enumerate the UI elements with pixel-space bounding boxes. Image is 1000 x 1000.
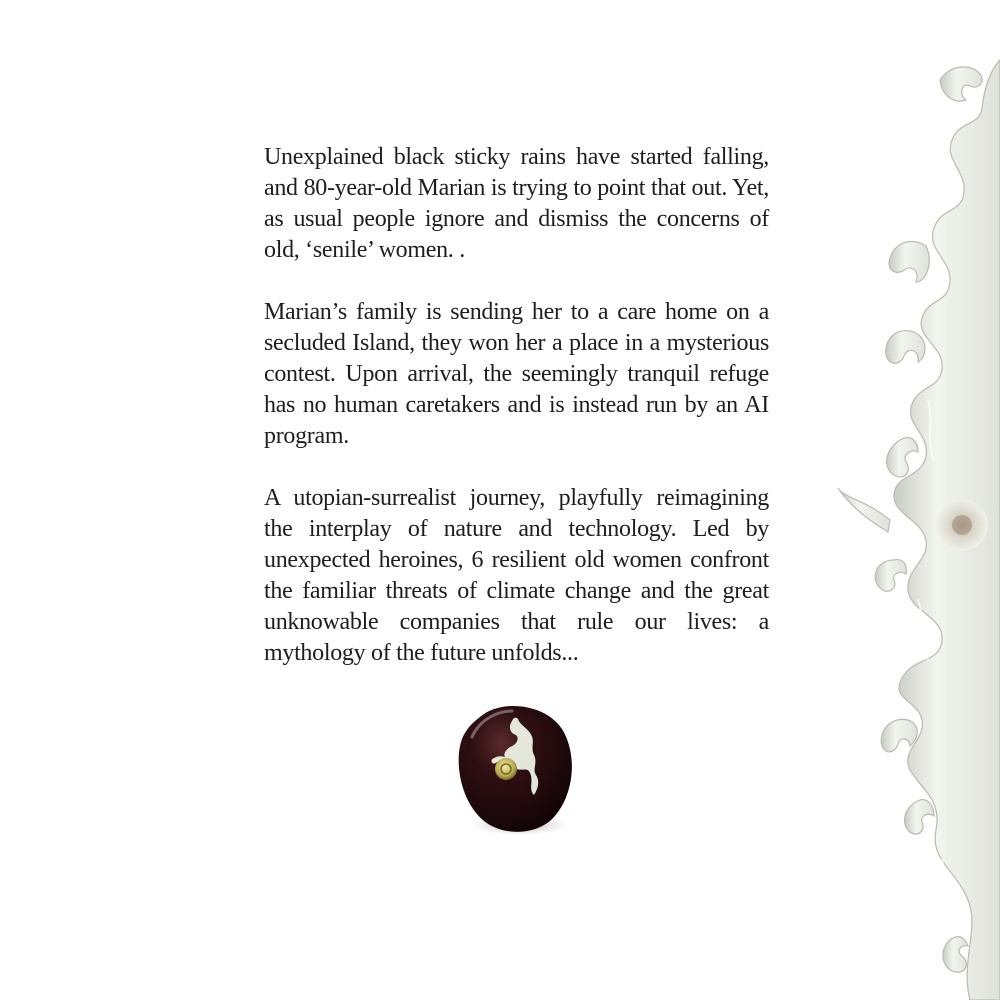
paragraph-2: Marian’s family is sending her to a care home on a secluded Island, they won her a place in a mysterious contest. Upon arrival, the seemingly tranquil refuge has no human caretakers and is instead run by an AI program. — [264, 299, 769, 449]
synopsis-text — [264, 142, 769, 700]
stone-image — [450, 697, 578, 839]
coral-sculpture-image — [830, 0, 1000, 1000]
paragraph-3: A utopian-surrealist journey, playfully reimagining the interplay of nature and technology. Led by unexpected heroines, 6 resilient old women confront the familiar threats of climate change and the great unknowable companies that rule our lives: a mythology of the future unfolds... — [264, 485, 769, 666]
paragraph-1: Unexplained black sticky rains have started falling, and 80-year-old Marian is trying to point that out. Yet, as usual people ignore and dismiss the concerns of old, ‘senile’ women. . — [264, 144, 769, 263]
